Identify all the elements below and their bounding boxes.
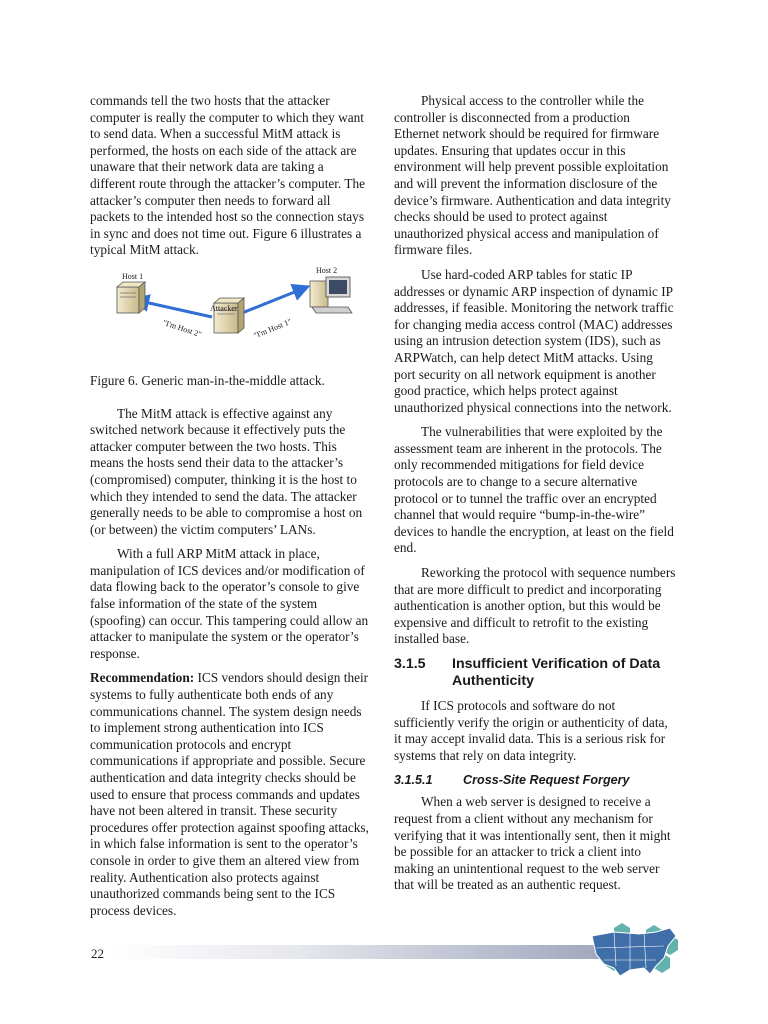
paragraph: commands tell the two hosts that the attacker computer is really the computer to which they want to send data. When a successful MitM attack is performed, the hosts on each side of the attack are unaware that their network data are taking a different route through the attacker’s computer. The attacker’s computer then needs to forward all packets to the intended host so the connection stays in sync and does not time out. Figure 6 illustrates a typical MitM attack. <box>90 93 366 258</box>
mitm-figure <box>90 267 372 365</box>
host1-server-icon <box>117 282 145 313</box>
arrow-to-host2 <box>242 289 302 313</box>
paragraph: With a full ARP MitM attack in place, manipulation of ICS devices and/or modification of data flowing back to the operator’s console to give false information of the state of the system (spoofing) can occur. This tampering could allow an attacker to manipulate the system or the operator’s response. <box>90 546 369 661</box>
msg-host2-label: "I'm Host 2" <box>161 318 203 339</box>
arrow-to-host1 <box>140 301 212 317</box>
host1-label: Host 1 <box>122 271 144 281</box>
paragraph: When a web server is designed to receive a request from a client without any mechanism for verifying that it was intentionally sent, then it might be possible for an attacker to trick a client into making an unintentional request to the web server that will be treated as an authentic request. <box>394 794 671 893</box>
us-map-hexagon-logo-icon <box>584 918 684 980</box>
paragraph: If ICS protocols and software do not sufficiently verify the origin or authenticity of data, it may accept invalid data. This is a serious risk for systems that rely on data integrity. <box>394 698 668 763</box>
msg-host1-label: "I'm Host 1" <box>252 316 293 341</box>
paragraph: Reworking the protocol with sequence numbers that are more difficult to predict and incorporating authentication is another option, but this would be expensive and difficult to retrofit to the existing installed base. <box>394 565 676 647</box>
right-column <box>394 93 676 902</box>
section-heading <box>394 656 676 690</box>
paragraph: The vulnerabilities that were exploited by the assessment team are inherent in the protocols. The only recommended mitigations for field device protocols are to change to a secure alternative protocol or to tunnel the traffic over an encrypted channel that would require “bump-in-the-wire” devices to handle the encryption, at least on the field end. <box>394 424 674 556</box>
paragraph: The MitM attack is effective against any switched network because it effectively puts the attacker computer between the two hosts. This means the hosts send their data to the attacker’s (compromised) computer, thinking it is the host to which they intended to send the data. The attacker generally needs to be able to compromise a host on (or between) the victim computers’ LANs. <box>90 405 363 537</box>
paragraph: Physical access to the controller while the controller is disconnected from a production Ethernet network should be required for firmware updates. Ensuring that updates occur in this environment will help prevent possible exploitation and will prevent the information disclosure of the device’s firmware. Authentication and data integrity checks should be used to protect against unauthorized physical access and manipulation of firmware files. <box>394 93 671 258</box>
recommendation-label: Recommendation: <box>90 670 195 686</box>
figure-caption: Figure 6. Generic man-in-the-middle attack. <box>90 372 325 388</box>
host2-workstation-icon <box>310 277 352 313</box>
host2-label: Host 2 <box>316 265 338 275</box>
section-number: 3.1.5 <box>394 656 426 672</box>
subsection-number: 3.1.5.1 <box>394 773 433 788</box>
subsection-heading <box>394 772 676 788</box>
footer-gradient-bar <box>112 945 632 959</box>
recommendation-text: ICS vendors should design their systems to fully authenticate both ends of any communications channel. The system design needs to implement strong authentication into ICS communication protocols and encrypt communications if appropriate and possible. Secure authentication and data integrity checks should be used to ensure that process commands and updates have not been altered in transit. These security procedures offer protection against spoofing attacks, in which false information is sent to the operator’s console in order to give them an altered view from reality. Authentication also protects against unauthorized commands being sent to the ICS process devices. <box>90 670 369 918</box>
left-column <box>90 93 372 927</box>
page-number: 22 <box>91 946 104 961</box>
recommendation-paragraph <box>90 670 372 919</box>
attacker-label: Attacker <box>210 303 238 313</box>
section-title: Insufficient Verification of Data Authenticity <box>452 656 661 689</box>
paragraph: Use hard-coded ARP tables for static IP addresses or dynamic ARP inspection of dynamic IP addresses, if feasible. Monitoring the network traffic for changing media access control (MAC) addresses using an intrusion detection system (IDS), such as ARPWatch, can help detect MitM attacks. Using port security on all network equipment is another good practice, which helps protect against unauthorized physical connections into the network. <box>394 266 674 415</box>
subsection-title: Cross-Site Request Forgery <box>463 773 630 788</box>
